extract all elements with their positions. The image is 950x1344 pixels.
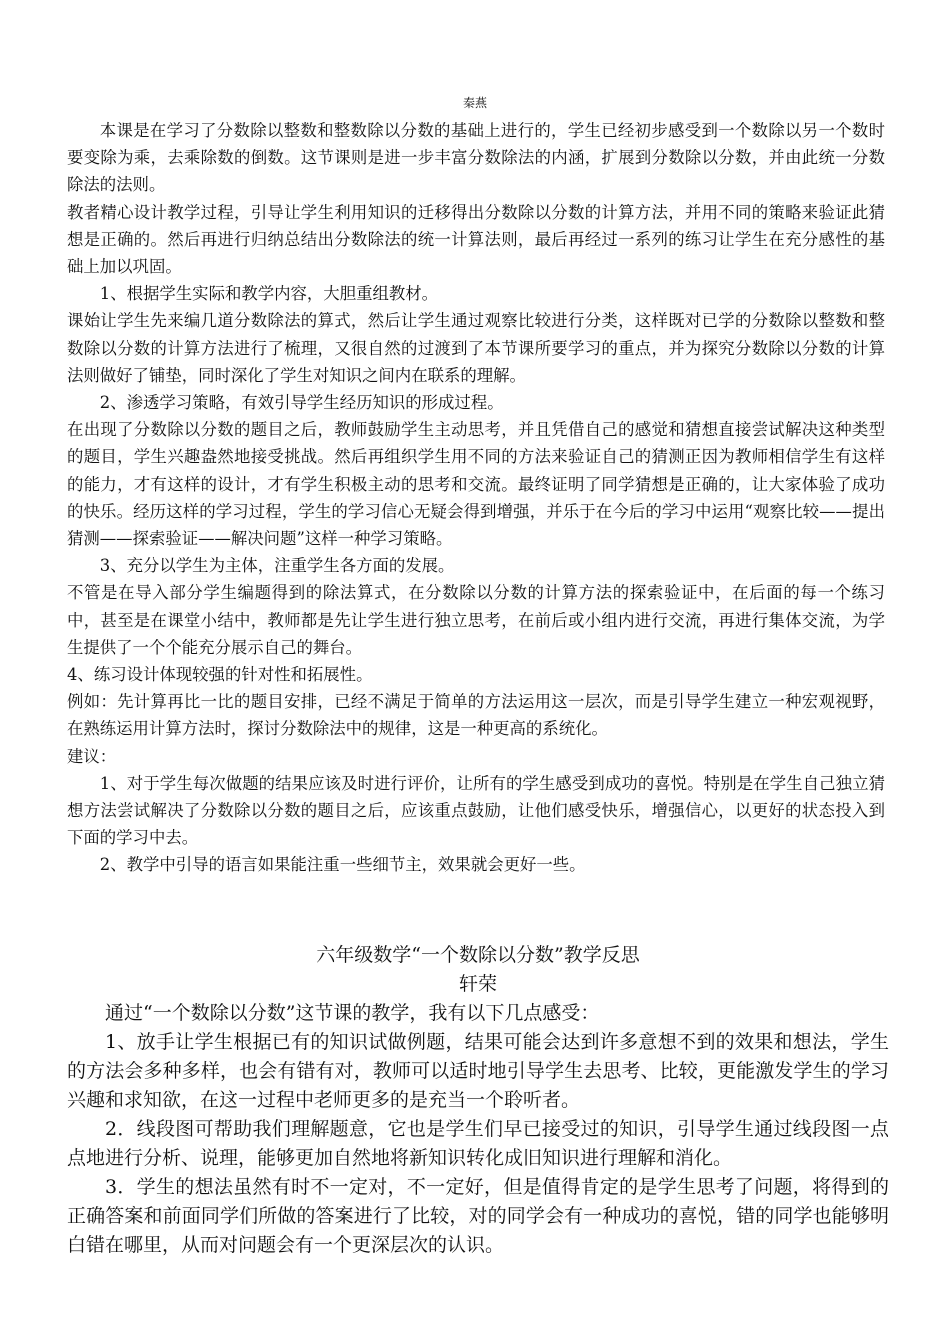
- section1-paragraph: 本课是在学习了分数除以整数和整数除以分数的基础上进行的，学生已经初步感受到一个数除以另一个数时要变除为乘，去乘除数的倒数。这节课则是进一步丰富分数除法的内涵，扩展到分数除以分数，并由此统一分数除法的法则。: [67, 121, 885, 195]
- section2-body: [67, 941, 889, 1260]
- section1-paragraph: 例如：先计算再比一比的题目安排，已经不满足于简单的方法运用这一层次，而是引导学生建立一种宏观视野，在熟练运用计算方法时，探讨分数除法中的规律，这是一种更高的系统化。: [67, 692, 885, 739]
- suggestions-label: 建议：: [67, 746, 117, 766]
- section1-heading-1: 1、根据学生实际和教学内容，大胆重组教材。: [99, 284, 439, 304]
- section1-body: [67, 117, 885, 879]
- section2-paragraph: 2．线段图可帮助我们理解题意，它也是学生们早已接受过的知识，引导学生通过线段图一点点地进行分析、说理，能够更加自然地将新知识转化成旧知识进行理解和消化。: [67, 1118, 889, 1169]
- section1-paragraph: 课始让学生先来编几道分数除法的算式，然后让学生通过观察比较进行分类，这样既对已学的分数除以整数和整数除以分数的计算方法进行了梳理，又很自然的过渡到了本节课所要学习的重点，并为探究分数除以分数的计算法则做好了铺垫，同时深化了学生对知识之间内在联系的理解。: [67, 311, 885, 385]
- suggestion-item: 2、教学中引导的语言如果能注重一些细节主，效果就会更好一些。: [99, 855, 586, 875]
- section1-paragraph: 在出现了分数除以分数的题目之后，教师鼓励学生主动思考，并且凭借自己的感觉和猜想直接尝试解决这种类型的题目，学生兴趣盎然地接受挑战。然后再组织学生用不同的方法来验证自己的猜测正因为教师相信学生有这样的能力，才有这样的设计，才有学生积极主动的思考和交流。最终证明了同学猜想是正确的，让大家体验了成功的快乐。经历这样的学习过程，学生的学习信心无疑会得到增强，并乐于在今后的学习中运用“观察比较——提出猜测——探索验证——解决问题”这样一种学习策略。: [67, 420, 885, 549]
- section2-paragraph: 1、放手让学生根据已有的知识试做例题，结果可能会达到许多意想不到的效果和想法，学生的方法会多种多样，也会有错有对，教师可以适时地引导学生去思考、比较，更能激发学生的学习兴趣和求知欲，在这一过程中老师更多的是充当一个聆听者。: [67, 1031, 889, 1111]
- section2-author: 轩荣: [458, 973, 497, 995]
- section1-heading-3: 3、充分以学生为主体，注重学生各方面的发展。: [99, 556, 455, 576]
- section1-paragraph: 教者精心设计教学过程，引导让学生利用知识的迁移得出分数除以分数的计算方法，并用不同的策略来验证此猜想是正确的。然后再进行归纳总结出分数除法的统一计算法则，最后再经过一系列的练习让学生在充分感性的基础上加以巩固。: [67, 202, 885, 277]
- section2-paragraph: 3．学生的想法虽然有时不一定对，不一定好，但是值得肯定的是学生思考了问题，将得到的正确答案和前面同学们所做的答案进行了比较，对的同学会有一种成功的喜悦，错的同学也能够明白错在哪里，从而对问题会有一个更深层次的认识。: [67, 1176, 889, 1256]
- section2-title: 六年级数学“一个数除以分数”教学反思: [316, 944, 640, 966]
- section1-paragraph: 不管是在导入部分学生编题得到的除法算式，在分数除以分数的计算方法的探索验证中，在后面的每一个练习中，甚至是在课堂小结中，教师都是先让学生进行独立思考，在前后或小组内进行交流，再进行集体交流，为学生提供了一个个能充分展示自己的舞台。: [67, 583, 885, 657]
- section1-heading-2: 2、渗透学习策略，有效引导学生经历知识的形成过程。: [99, 393, 504, 413]
- section1-heading-4: 4、练习设计体现较强的针对性和拓展性。: [67, 665, 373, 685]
- suggestion-item: 1、对于学生每次做题的结果应该及时进行评价，让所有的学生感受到成功的喜悦。特别是在学生自己独立猜想方法尝试解决了分数除以分数的题目之后，应该重点鼓励，让他们感受快乐，增强信心，以更好的状态投入到下面的学习中去。: [67, 773, 885, 848]
- section1-author: 秦燕: [462, 96, 487, 110]
- section2-paragraph: 通过“一个数除以分数”这节课的教学，我有以下几点感受：: [105, 1002, 600, 1024]
